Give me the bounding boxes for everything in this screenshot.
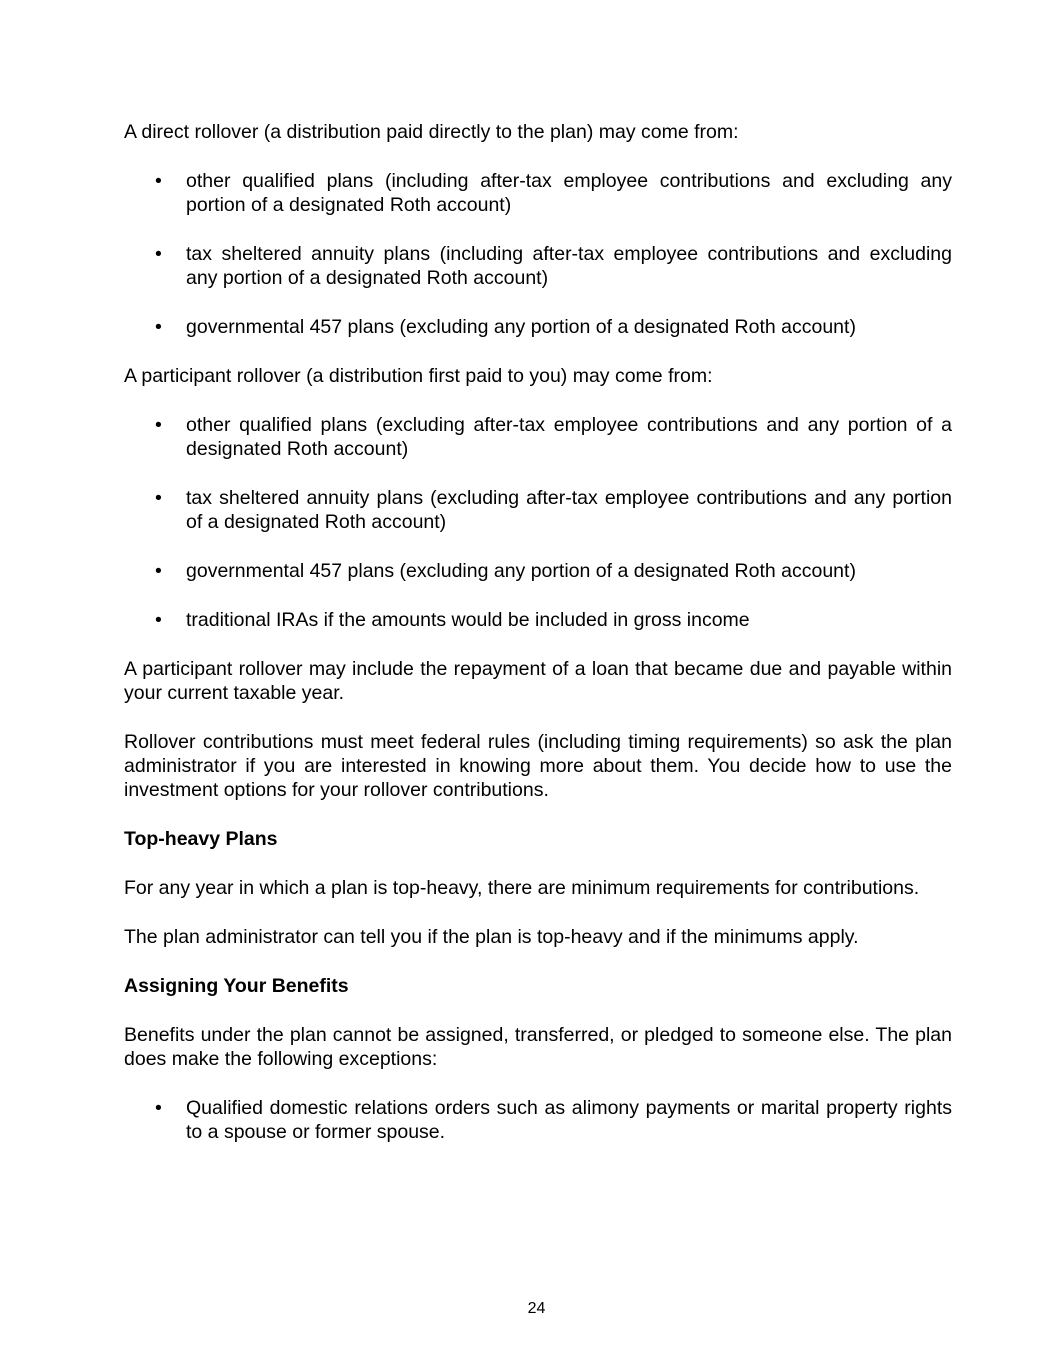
list-item — [124, 608, 952, 632]
bullet-icon: • — [155, 243, 162, 265]
top-heavy-admin-paragraph: The plan administrator can tell you if the plan is top-heavy and if the minimums apply. — [124, 926, 859, 948]
list-item-text: Qualified domestic relations orders such as alimony payments or marital property rights to a spouse or former spouse. — [186, 1097, 952, 1143]
top-heavy-paragraph: For any year in which a plan is top-heavy, there are minimum requirements for contributions. — [124, 877, 920, 899]
list-item-text: governmental 457 plans (excluding any portion of a designated Roth account) — [186, 316, 856, 338]
bullet-icon: • — [155, 560, 162, 582]
list-item — [124, 559, 952, 583]
direct-rollover-intro: A direct rollover (a distribution paid directly to the plan) may come from: — [124, 121, 739, 143]
list-item-text: governmental 457 plans (excluding any portion of a designated Roth account) — [186, 560, 856, 582]
list-item — [124, 413, 952, 461]
list-item-text: other qualified plans (including after-tax employee contributions and excluding any portion of a designated Roth account) — [186, 170, 952, 216]
list-item-text: tax sheltered annuity plans (including after-tax employee contributions and excluding any portion of a designated Roth account) — [186, 243, 952, 289]
list-item — [124, 486, 952, 534]
bullet-icon: • — [155, 316, 162, 338]
rollover-rules-paragraph: Rollover contributions must meet federal rules (including timing requirements) so ask the plan administrator if you are interested in knowing more about them. You decide how to use the investment options for your rollover contributions. — [124, 731, 952, 801]
list-item — [124, 242, 952, 290]
document-body — [124, 120, 952, 1169]
bullet-icon: • — [155, 414, 162, 436]
bullet-icon: • — [155, 487, 162, 509]
bullet-icon: • — [155, 609, 162, 631]
list-item-text: other qualified plans (excluding after-tax employee contributions and any portion of a designated Roth account) — [186, 414, 952, 460]
assigning-benefits-paragraph: Benefits under the plan cannot be assigned, transferred, or pledged to someone else. The plan does make the following exceptions: — [124, 1024, 952, 1070]
loan-repayment-paragraph: A participant rollover may include the repayment of a loan that became due and payable within your current taxable year. — [124, 658, 952, 704]
bullet-icon: • — [155, 1097, 162, 1119]
participant-rollover-list — [124, 413, 952, 632]
direct-rollover-list — [124, 169, 952, 339]
list-item — [124, 315, 952, 339]
assigning-benefits-heading: Assigning Your Benefits — [124, 975, 349, 997]
list-item — [124, 1096, 952, 1144]
top-heavy-heading: Top-heavy Plans — [124, 828, 278, 850]
exceptions-list — [124, 1096, 952, 1144]
bullet-icon: • — [155, 170, 162, 192]
list-item — [124, 169, 952, 217]
list-item-text: traditional IRAs if the amounts would be included in gross income — [186, 609, 750, 631]
participant-rollover-intro: A participant rollover (a distribution first paid to you) may come from: — [124, 365, 713, 387]
page-number: 24 — [527, 1300, 546, 1317]
list-item-text: tax sheltered annuity plans (excluding after-tax employee contributions and any portion of a designated Roth account) — [186, 487, 952, 533]
